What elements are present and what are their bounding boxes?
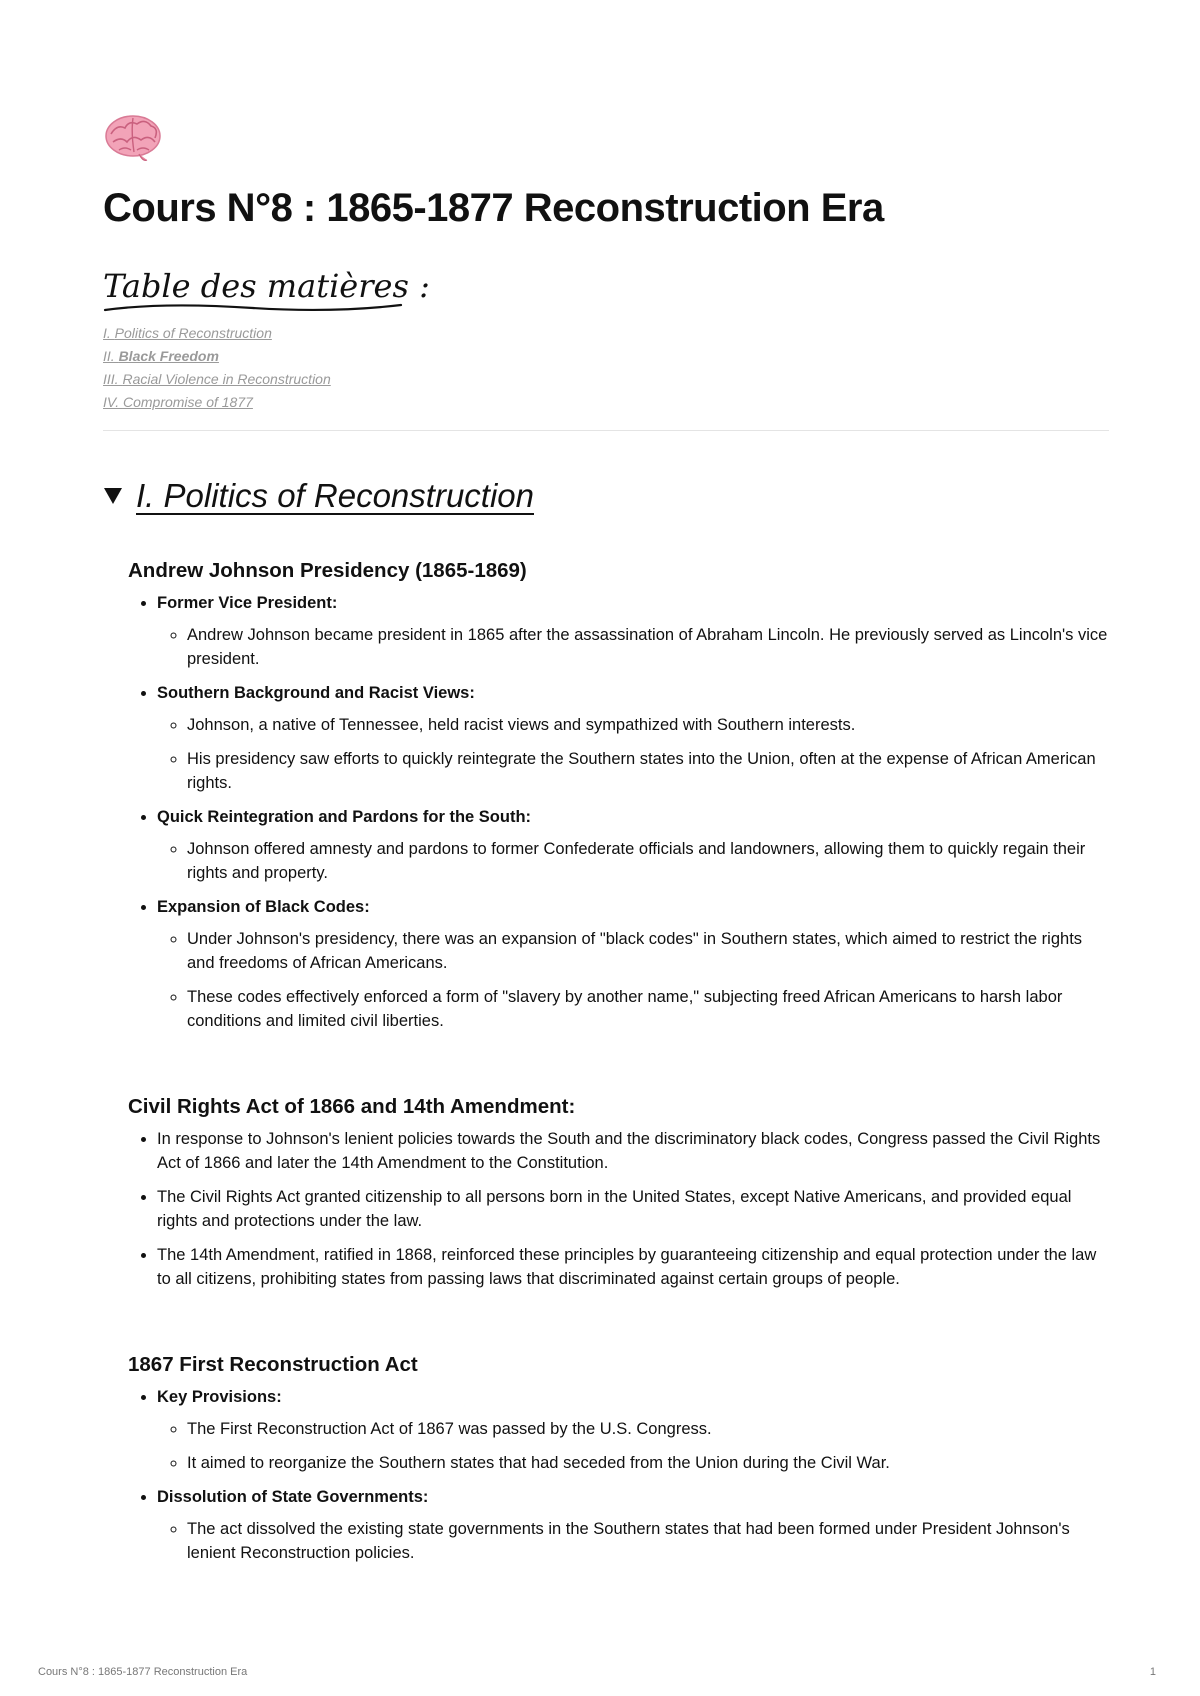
subheading-civil-rights-act: Civil Rights Act of 1866 and 14th Amendment: bbox=[128, 1095, 576, 1118]
divider bbox=[103, 430, 1109, 431]
footer-document-title: Cours N°8 : 1865-1877 Reconstruction Era bbox=[38, 1666, 248, 1678]
toc-item[interactable] bbox=[103, 391, 1109, 414]
list-item: ◦ His presidency saw efforts to quickly reintegrate the Southern states into the Union, often at the expense of African American rights. bbox=[187, 747, 1109, 795]
list-item: • The 14th Amendment, ratified in 1868, reinforced these principles by guaranteeing citizenship and equal protection under the law to all citizens, prohibiting states from passing laws that discriminated against certain groups of people. bbox=[157, 1243, 1109, 1291]
list-item: • Expansion of Black Codes: ◦ Under Johnson's presidency, there was an expansion of "black codes" in Southern states, which aimed to restrict the rights and freedoms of African Americans. ◦ These codes effectively enforced a form of "slavery by another name," subjecting freed African Americans to harsh labor conditions and limited civil liberties. bbox=[157, 895, 1109, 1033]
list-item: ◦ The act dissolved the existing state governments in the Southern states that had been formed under President Johnson's lenient Reconstruction policies. bbox=[187, 1517, 1109, 1565]
table-of-contents bbox=[103, 322, 1109, 414]
civil-rights-list bbox=[128, 1127, 1109, 1291]
toc-item[interactable] bbox=[103, 345, 1109, 368]
list-item: • Key Provisions: ◦ The First Reconstruction Act of 1867 was passed by the U.S. Congress. ◦ It aimed to reorganize the Southern states that had seceded from the Union during the Civil War. bbox=[157, 1385, 1109, 1475]
section-toggle-politics[interactable] bbox=[103, 471, 1109, 521]
list-item: • Quick Reintegration and Pardons for the South: ◦ Johnson offered amnesty and pardons to former Confederate officials and landowners, allowing them to quickly regain their rights and property. bbox=[157, 805, 1109, 885]
toc-heading: Table des matières : bbox=[103, 267, 430, 305]
section-content bbox=[128, 557, 1109, 1565]
reconstruction-act-list bbox=[128, 1385, 1109, 1565]
list-item: ◦ Andrew Johnson became president in 1865 after the assassination of Abraham Lincoln. He previously served as Lincoln's vice president. bbox=[187, 623, 1109, 671]
toc-item[interactable] bbox=[103, 368, 1109, 391]
section-title: I. Politics of Reconstruction bbox=[136, 477, 534, 514]
list-item: • Dissolution of State Governments: ◦ The act dissolved the existing state governments in the Southern states that had been formed under President Johnson's lenient Reconstruction policies. bbox=[157, 1485, 1109, 1565]
johnson-list bbox=[128, 591, 1109, 1033]
list-item: • In response to Johnson's lenient policies towards the South and the discriminatory black codes, Congress passed the Civil Rights Act of 1866 and later the 14th Amendment to the Constitution. bbox=[157, 1127, 1109, 1175]
toc-item[interactable] bbox=[103, 322, 1109, 345]
page-title: Cours N°8 : 1865-1877 Reconstruction Era bbox=[103, 186, 884, 230]
toc-link-black-freedom[interactable]: II. Black Freedom bbox=[103, 348, 219, 364]
toc-underline-decoration bbox=[103, 300, 403, 314]
list-item: ◦ The First Reconstruction Act of 1867 was passed by the U.S. Congress. bbox=[187, 1417, 1109, 1441]
brain-icon bbox=[103, 112, 163, 164]
toc-heading-block bbox=[103, 266, 1109, 312]
list-item: ◦ It aimed to reorganize the Southern states that had seceded from the Union during the Civil War. bbox=[187, 1451, 1109, 1475]
subheading-reconstruction-act: 1867 First Reconstruction Act bbox=[128, 1353, 418, 1376]
list-item: ◦ These codes effectively enforced a form of "slavery by another name," subjecting freed African Americans to harsh labor conditions and limited civil liberties. bbox=[187, 985, 1109, 1033]
document-page bbox=[103, 112, 1109, 1575]
toc-link-racial-violence[interactable]: III. Racial Violence in Reconstruction bbox=[103, 371, 331, 387]
list-item: ◦ Johnson, a native of Tennessee, held racist views and sympathized with Southern interests. bbox=[187, 713, 1109, 737]
footer-page-number: 1 bbox=[1149, 1666, 1156, 1678]
list-item: ◦ Under Johnson's presidency, there was an expansion of "black codes" in Southern states, which aimed to restrict the rights and freedoms of African Americans. bbox=[187, 927, 1109, 975]
toc-link-compromise[interactable]: IV. Compromise of 1877 bbox=[103, 394, 253, 410]
list-item: ◦ Johnson offered amnesty and pardons to former Confederate officials and landowners, allowing them to quickly regain their rights and property. bbox=[187, 837, 1109, 885]
triangle-down-icon[interactable] bbox=[104, 488, 122, 504]
list-item: • Southern Background and Racist Views: ◦ Johnson, a native of Tennessee, held racist views and sympathized with Southern interests. ◦ His presidency saw efforts to quickly reintegrate the Southern states into the Union, often at the expense of African American rights. bbox=[157, 681, 1109, 795]
list-item: • The Civil Rights Act granted citizenship to all persons born in the United States, except Native Americans, and provided equal rights and protections under the law. bbox=[157, 1185, 1109, 1233]
toc-link-politics[interactable]: I. Politics of Reconstruction bbox=[103, 325, 272, 341]
list-item: • Former Vice President: ◦ Andrew Johnson became president in 1865 after the assassination of Abraham Lincoln. He previously served as Lincoln's vice president. bbox=[157, 591, 1109, 671]
subheading-johnson-presidency: Andrew Johnson Presidency (1865-1869) bbox=[128, 559, 527, 582]
